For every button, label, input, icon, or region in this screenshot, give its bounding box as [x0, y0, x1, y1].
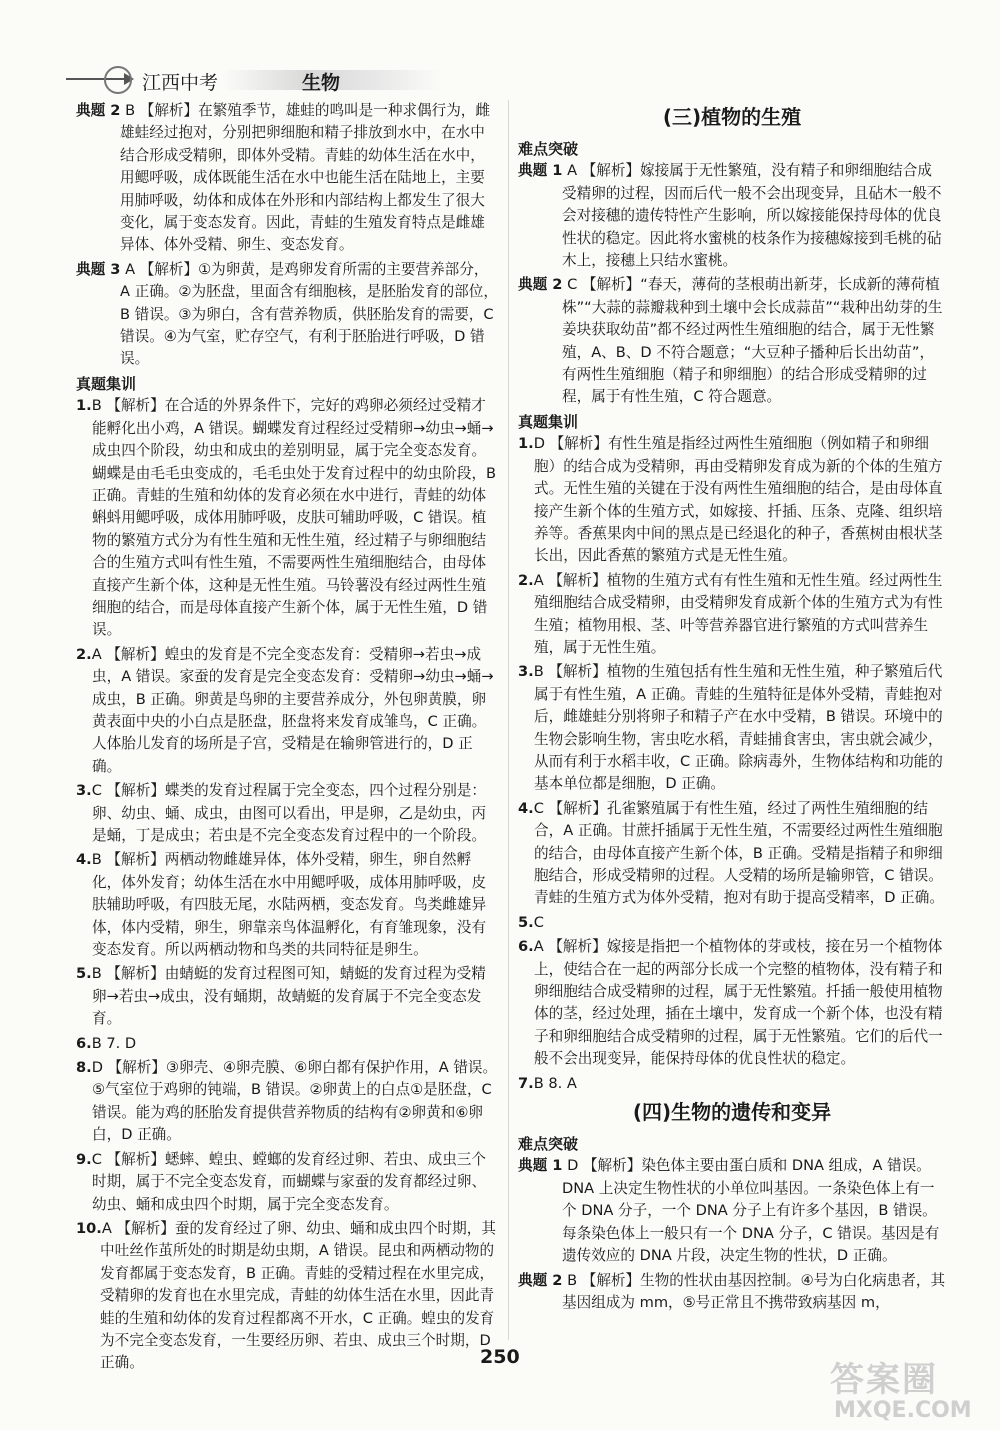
- answer-text: B 【解析】植物的生殖包括有性生殖和无性生殖，种子繁殖后代属于有性生殖，A 正确。青蛙的生殖特征是体外受精，青蛙抱对后，雌雄蛙分别将卵子和精子产在水中受精，B 错误。环境中的生物会影响生物，害虫吃水稻，青蛙捕食害虫，害虫就会减少，从而有利于水稻丰收，C 正确。除病毒外，生物体结构和功能的基本单位都是细胞，D 正确。: [533, 663, 943, 793]
- item-tag: 典题 3: [76, 260, 121, 278]
- answer-item: [518, 661, 946, 795]
- item-tag: 典题 1: [518, 1157, 563, 1175]
- example-item: [518, 274, 946, 408]
- answer-item: [518, 433, 946, 567]
- question-number: 3.: [518, 663, 534, 681]
- answer-item: [76, 780, 498, 847]
- answer-item: [76, 1057, 498, 1147]
- answer-text: D 【解析】有性生殖是指经过两性生殖细胞（例如精子和卵细胞）的结合成为受精卵，再由受精卵发育成为新的个体的生殖方式。无性生殖的关键在于没有两性生殖细胞的结合，是由母体直接产生新个体的生殖方式，如嫁接、扦插、压条、克隆、组织培养等。香蕉果肉中间的黑点是已经退化的种子，香蕉树由根状茎长出，因此香蕉的繁殖方式是无性生殖。: [533, 435, 943, 565]
- item-tag: 典题 2: [518, 276, 563, 294]
- question-number: 10.: [76, 1219, 102, 1237]
- section-heading-nandian: 难点突破: [518, 1135, 579, 1154]
- answer-text: A 【解析】蝗虫的发育是不完全变态发育：受精卵→若虫→成虫，A 错误。家蚕的发育是完全变态发育：受精卵→幼虫→蛹→成虫，B 正确。卵黄是鸟卵的主要营养成分，外包卵黄膜，卵黄表面中央的小白点是胚盘，胚盘将来发育成雏鸟，C 正确。人体胎儿发育的场所是子宫，受精是在输卵管进行的，D 正确。: [91, 645, 494, 775]
- answer-item: [76, 1218, 498, 1375]
- answer-item: [518, 912, 946, 934]
- left-column: [76, 100, 498, 1377]
- question-number: 1.: [518, 435, 534, 453]
- watermark-line1: 答案圈: [830, 1360, 938, 1400]
- question-number: 5.: [518, 913, 534, 931]
- example-item: [518, 1270, 946, 1315]
- example-item: [518, 1155, 946, 1267]
- answer-text: A 【解析】植物的生殖方式有有性生殖和无性生殖。经过两性生殖细胞结合成受精卵，由受精卵发育成新个体的生殖方式为有性生殖；植物用根、茎、叶等营养器官进行繁殖的方式叫营养生殖，属于无性生殖。: [533, 571, 943, 656]
- answer-item: [518, 936, 946, 1070]
- answer-text: B 【解析】由蜻蜓的发育过程图可知，蜻蜓的发育过程为受精卵→若虫→成虫，没有蛹期，故蜻蜓的发育属于不完全变态发育。: [91, 965, 486, 1028]
- answer-text: B 7. D: [91, 1034, 137, 1052]
- answer-item: [76, 849, 498, 961]
- item-tag: 典题 1: [518, 162, 563, 180]
- answer-text: C: [533, 913, 544, 931]
- watermark-line2: MXQE.COM: [834, 1398, 972, 1423]
- section-heading-zhenti: 真题集训: [76, 374, 137, 393]
- answer-item: [518, 798, 946, 910]
- answer-text: B 【解析】两栖动物雌雄异体，体外受精，卵生，卵自然孵化，体外发育；幼体生活在水中用鳃呼吸，成体用肺呼吸，皮肤辅助呼吸，有四肢无尾，水陆两栖，变态发育。鸟类雌雄异体，体内受精，卵生，卵靠亲鸟体温孵化，有育雏现象，没有变态发育。所以两栖动物和鸟类的共同特征是卵生。: [91, 851, 487, 959]
- answer-item: [76, 1033, 498, 1055]
- header-title: 江西中考: [142, 72, 219, 94]
- answer-text: B 8. A: [533, 1074, 577, 1092]
- column-divider: [508, 100, 509, 1340]
- page-number: 250: [480, 1346, 520, 1368]
- section-title-heredity: (四)生物的遗传和变异: [632, 1100, 832, 1125]
- question-number: 7.: [518, 1074, 534, 1092]
- watermark: [830, 1352, 1000, 1430]
- circle-icon: [104, 66, 132, 94]
- question-number: 9.: [76, 1150, 92, 1168]
- question-number: 5.: [76, 965, 92, 983]
- right-column: [518, 100, 946, 1316]
- answer-item: [518, 1073, 946, 1095]
- item-text: A 【解析】嫁接属于无性繁殖，没有精子和卵细胞结合成受精卵的过程，因而后代一般不会出现变异，且砧木一般不会对接穗的遗传特性产生影响，所以嫁接能保持母体的优良性状的稳定。因此将水蜜桃的枝条作为接穗嫁接到毛桃的砧木上，接穗上只结水蜜桃。: [562, 162, 942, 270]
- answer-item: [76, 395, 498, 641]
- question-number: 8.: [76, 1059, 92, 1077]
- item-text: B 【解析】生物的性状由基因控制。④号为白化病患者，其基因组成为 mm，⑤号正常且不携带致病基因 m，: [562, 1271, 946, 1311]
- question-number: 1.: [76, 397, 92, 415]
- section-title-plant-reproduction: (三)植物的生殖: [662, 105, 802, 129]
- section-heading-nandian: 难点突破: [518, 140, 579, 158]
- question-number: 3.: [76, 782, 92, 800]
- question-number: 2.: [518, 571, 534, 589]
- item-text: A 【解析】①为卵黄，是鸡卵发育所需的主要营养部分，A 正确。②为胚盘，里面含有细胞核，是胚胎发育的部位，B 错误。③为卵白，含有营养物质，供胚胎发育的需要，C 错误。④为气室，贮存空气，有利于胚胎进行呼吸，D 错误。: [120, 260, 498, 368]
- page-header: [62, 64, 462, 94]
- question-number: 4.: [518, 799, 534, 817]
- item-text: C 【解析】“春天，薄荷的茎根萌出新芽，长成新的薄荷植株”“大蒜的蒜瓣栽种到土壤中会长成蒜苗”“栽种出幼芽的生姜块获取幼苗”都不经过两性生殖细胞的结合，属于无性繁殖，A、B、D 不符合题意；“大豆种子播种后长出幼苗”，有两性生殖细胞（精子和卵细胞）的结合形成受精卵的过程，属于有性生殖，C 符合题意。: [562, 276, 943, 406]
- answer-item: [518, 570, 946, 660]
- question-number: 6.: [76, 1034, 92, 1052]
- example-item: [518, 160, 946, 272]
- answer-item: [76, 644, 498, 778]
- answer-text: A 【解析】蚕的发育经过了卵、幼虫、蛹和成虫四个时期，其中吐丝作茧所处的时期是幼虫期，A 错误。昆虫和两栖动物的发育都属于变态发育，B 正确。青蛙的受精过程在水里完成，受精卵的发育也在水里完成，青蛙的幼体生活在水里，因此青蛙的生殖和幼体的发育过程都离不开水，C 正确。蝗虫的发育为不完全变态发育，一生要经历卵、若虫、成虫三个时期，D 正确。: [100, 1219, 496, 1372]
- answer-text: C 【解析】蝶类的发育过程属于完全变态，四个过程分别是：卵、幼虫、蛹、成虫，由图可以看出，甲是卵，乙是幼虫，丙是蛹，丁是成虫；若虫是不完全变态发育过程中的一个阶段。: [91, 782, 487, 844]
- question-number: 6.: [518, 938, 534, 956]
- header-subject: 生物: [302, 72, 341, 94]
- answer-item: [76, 963, 498, 1030]
- question-number: 4.: [76, 851, 92, 869]
- answer-text: C 【解析】孔雀繁殖属于有性生殖，经过了两性生殖细胞的结合，A 正确。甘蔗扦插属于无性生殖，不需要经过两性生殖细胞的结合，由母体直接产生新个体，B 正确。受精是指精子和卵细胞结合，形成受精卵的过程。人受精的场所是输卵管，C 错误。青蛙的生殖方式为体外受精，抱对有助于提高受精率，D 正确。: [533, 799, 944, 907]
- answer-text: C 【解析】蟋蟀、蝗虫、螳螂的发育经过卵、若虫、成虫三个时期，属于不完全变态发育，而蝴蝶与家蚕的发育都经过卵、幼虫、蛹和成虫四个时期，属于完全变态发育。: [91, 1150, 487, 1213]
- question-number: 2.: [76, 645, 92, 663]
- answer-text: B 【解析】在合适的外界条件下，完好的鸡卵必须经过受精才能孵化出小鸡，A 错误。蝴蝶发育过程经过受精卵→幼虫→蛹→成虫四个阶段，幼虫和成虫的差别明显，属于完全变态发育。蝴蝶是由毛毛虫变成的，毛毛虫处于发育过程中的幼虫阶段，B 正确。青蛙的生殖和幼体的发育必须在水中进行，青蛙的幼体蝌蚪用鳃呼吸，成体用肺呼吸，皮肤可辅助呼吸，C 错误。植物的繁殖方式分为有性生殖和无性生殖，经过精子与卵细胞结合的生殖方式叫有性生殖，不需要两性生殖细胞结合，由母体直接产生新个体，这种是无性生殖。马铃薯没有经过两性生殖细胞的结合，而是母体直接产生新个体，属于无性生殖，D 错误。: [91, 397, 497, 639]
- answer-text: D 【解析】③卵壳、④卵壳膜、⑥卵白都有保护作用，A 错误。⑤气室位于鸡卵的钝端，B 错误。②卵黄上的白点①是胚盘，C 错误。能为鸡的胚胎发育提供营养物质的结构有②卵黄和⑥卵白，D 正确。: [91, 1059, 498, 1144]
- item-tag: 典题 2: [76, 102, 121, 119]
- answer-text: A 【解析】嫁接是指把一个植物体的芽或枝，接在另一个植物体上，使结合在一起的两部分长成一个完整的植物体，没有精子和卵细胞结合成受精卵的过程，属于无性繁殖。扦插一般使用植物体的茎，经过处理，插在土壤中，发育成一个新个体，也没有精子和卵细胞结合成受精卵的过程，属于无性繁殖。它们的后代一般不会出现变异，能保持母体的优良性状的稳定。: [533, 938, 943, 1068]
- item-text: D 【解析】染色体主要由蛋白质和 DNA 组成，A 错误。DNA 上决定生物性状的小单位叫基因。一条染色体上有一个 DNA 分子，一个 DNA 分子上有许多个基因，B 错误。每条染色体上一般只有一个 DNA 分子，C 错误。基因是有遗传效应的 DNA 片段，决定生物的性状，D 正确。: [562, 1157, 940, 1265]
- item-text: B 【解析】在繁殖季节，雄蛙的鸣叫是一种求偶行为，雌雄蛙经过抱对，分别把卵细胞和精子排放到水中，在水中结合形成受精卵，即体外受精。青蛙的幼体生活在水中，用鳃呼吸，成体既能生活在水中也能生活在陆地上，主要用肺呼吸，幼体和成体在外形和内部结构上都发生了很大变化，属于变态发育。因此，青蛙的生殖发育特点是雌雄异体、体外受精、卵生、变态发育。: [120, 102, 490, 254]
- example-item: [76, 259, 498, 371]
- example-item: [76, 100, 498, 257]
- answer-item: [76, 1149, 498, 1216]
- item-tag: 典题 2: [518, 1271, 563, 1289]
- section-heading-zhenti: 真题集训: [518, 412, 579, 431]
